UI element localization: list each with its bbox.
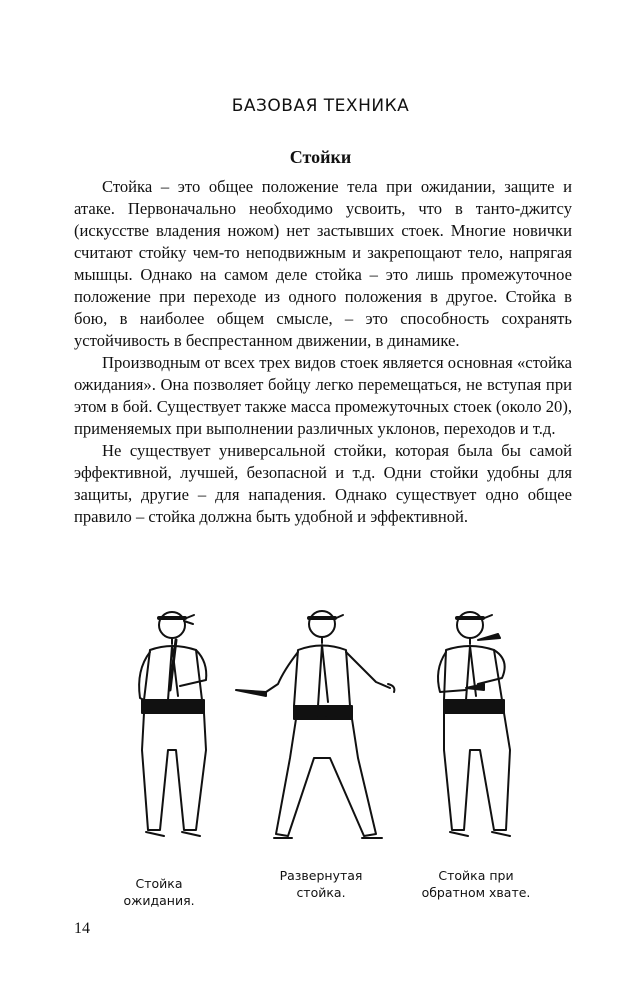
caption-line: обратном хвате. [421,885,531,900]
caption-line: Стойка при [438,868,514,883]
figure-caption [84,875,234,909]
paragraph: Не существует универсальной стойки, которая была бы самой эффективной, лучшей, безопасной и т.д. Одни стойки удобны для защиты, другие – для нападения. Однако существует одно общее правило – стойка должна быть удобной и эффективной. [74,441,572,526]
caption-line: Стойка [135,876,183,891]
body-text [74,176,572,528]
figure-caption [246,867,396,901]
paragraph: Производным от всех трех видов стоек является основная «стойка ожидания». Она позволяет бойцу легко перемещаться, не вступая при этом в бой. Существует также масса промежуточных стоек (около 20), применяемых при выполнении различных уклонов, переходов и т.д. [74,353,572,438]
figure-caption [401,867,551,901]
paragraph: Стойка – это общее положение тела при ожидании, защите и атаке. Первоначально необходимо усвоить, что в танто-джитсу (искусстве владения ножом) нет застывших стоек. Многие новички считают стойку чем-то неподвижным и закрепощают тело, напрягая мышцы. Однако на самом деле стойка – это лишь промежуточное положение при переходе из одного положения в другое. Стойка в бою, в наиболее общем смысле, – это способность сохранять устойчивость в беспрестанном движении, в динамике. [74,177,572,350]
section-title: Стойки [289,147,352,167]
figure-reverse-grip-stance-illustration [418,600,548,850]
caption-line: Развернутая [279,868,363,883]
caption-line: стойка. [296,885,346,900]
page-number: 14 [74,920,90,937]
figure-open-stance-illustration [226,598,416,853]
figure-waiting-stance-illustration [110,600,240,850]
chapter-title: БАЗОВАЯ ТЕХНИКА [231,96,410,116]
caption-line: ожидания. [123,893,195,908]
